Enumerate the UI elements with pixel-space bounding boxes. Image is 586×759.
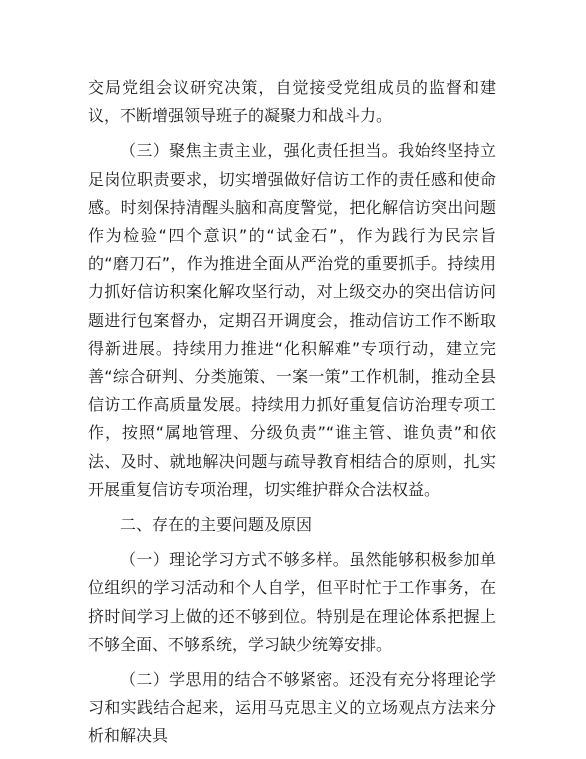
document-body bbox=[88, 74, 496, 751]
paragraph-continuation: 交局党组会议研究决策，自觉接受党组成员的监督和建议，不断增强领导班子的凝聚力和战斗力。 bbox=[88, 78, 496, 126]
section-heading-problems: 二、存在的主要问题及原因 bbox=[120, 515, 313, 535]
paragraph-problem-one: （一）理论学习方式不够多样。虽然能够积极参加单位组织的学习活动和个人自学，但平时忙于工作事务，在挤时间学习上做的还不够到位。特别是在理论体系把握上不够全面、不够系统，学习缺少统筹安排。 bbox=[88, 550, 496, 654]
paragraph-section-three: （三）聚焦主责主业，强化责任担当。我始终坚持立足岗位职责要求，切实增强做好信访工作的责任感和使命感。时刻保持清醒头脑和高度警觉，把化解信访突出问题作为检验“四个意识”的“试金石”，作为践行为民宗旨的“磨刀石”，作为推进全面从严治党的重要抓手。持续用力抓好信访积案化解攻坚行动，对上级交办的突出信访问题进行包案督办，定期召开调度会，推动信访工作不断取得新进展。持续用力推进“化积解难”专项行动，建立完善“综合研判、分类施策、一案一策”工作机制，推动全县信访工作高质量发展。持续用力抓好重复信访治理专项工作，按照“属地管理、分级负责”“谁主管、谁负责”和依法、及时、就地解决问题与疏导教育相结合的原则，扎实开展重复信访专项治理，切实维护群众合法权益。 bbox=[88, 141, 496, 499]
paragraph-problem-two: （二）学思用的结合不够紧密。还没有充分将理论学习和实践结合起来，运用马克思主义的立场观点方法来分析和解决具 bbox=[88, 670, 496, 746]
